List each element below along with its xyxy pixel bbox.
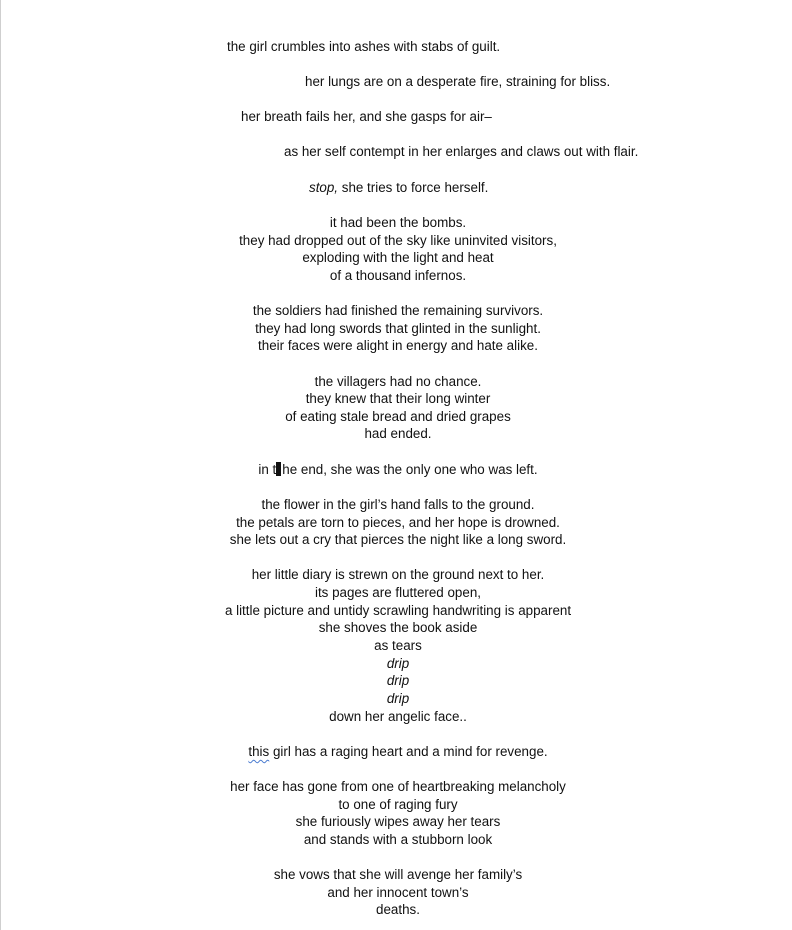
poem-line: they had long swords that glinted in the sunlight. [255, 321, 541, 336]
poem-line: deaths. [376, 902, 420, 917]
poem-line: she furiously wipes away her tears [295, 814, 501, 829]
poem-line-text: in t [258, 462, 277, 477]
poem-line-text: she tries to force herself. [338, 180, 489, 195]
poem-line: of a thousand infernos. [329, 268, 467, 283]
poem-line: the girl crumbles into ashes with stabs of guilt. [227, 39, 501, 54]
poem-line [0, 743, 792, 760]
poem-line: they knew that their long winter [305, 391, 491, 406]
poem-line[interactable] [0, 461, 792, 478]
poem-line: as tears [374, 638, 422, 653]
poem-line: she vows that she will avenge her family’s [273, 867, 523, 882]
poem-line: as her self contempt in her enlarges and claws out with flair. [284, 144, 639, 159]
poem-line: their faces were alight in energy and hate alike. [258, 338, 538, 353]
poem-line-text: he end, she was the only one who was left. [282, 462, 538, 477]
poem-line: its pages are fluttered open, [314, 585, 481, 600]
poem-line: exploding with the light and heat [302, 250, 494, 265]
poem-line: had ended. [364, 426, 432, 441]
poem-line: she shoves the book aside [318, 620, 478, 635]
poem-line: the soldiers had finished the remaining survivors. [252, 303, 544, 318]
poem-line: and stands with a stubborn look [303, 832, 493, 847]
poem-line: her face has gone from one of heartbreaking melancholy [230, 779, 566, 794]
poem-line: her lungs are on a desperate fire, straining for bliss. [305, 74, 611, 89]
poem-line: the villagers had no chance. [314, 374, 482, 389]
italic-word: stop, [309, 180, 339, 195]
poem-line: down her angelic face.. [329, 709, 467, 724]
poem-line-text: girl has a raging heart and a mind for revenge. [269, 744, 548, 759]
poem-line: to one of raging fury [338, 797, 458, 812]
poem-line: her little diary is strewn on the ground next to her. [251, 567, 545, 582]
poem-line: drip [386, 656, 410, 671]
poem-line: drip [386, 673, 410, 688]
poem-line: the petals are torn to pieces, and her hope is drowned. [236, 515, 560, 530]
spellcheck-flagged-word[interactable]: this [248, 744, 270, 759]
poem-line [309, 179, 488, 196]
poem-line: of eating stale bread and dried grapes [285, 409, 511, 424]
poem-line: they had dropped out of the sky like uninvited visitors, [239, 233, 557, 248]
poem-line: drip [386, 691, 410, 706]
poem-line: and her innocent town’s [327, 885, 469, 900]
poem-line: it had been the bombs. [329, 215, 467, 230]
poem-line: a little picture and untidy scrawling handwriting is apparent [224, 603, 572, 618]
poem-line: her breath fails her, and she gasps for air– [241, 109, 492, 124]
text-cursor [276, 462, 281, 476]
poem-line: the flower in the girl’s hand falls to the ground. [261, 497, 535, 512]
poem-line: she lets out a cry that pierces the night like a long sword. [229, 532, 567, 547]
